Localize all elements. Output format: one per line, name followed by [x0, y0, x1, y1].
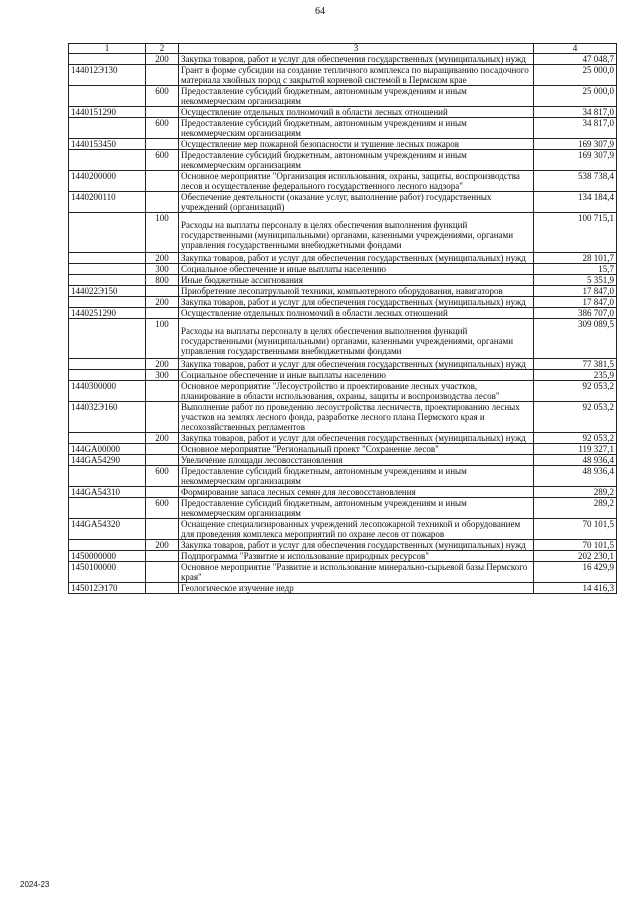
header-col-2: 2: [146, 44, 179, 54]
code-cell: 1450000000: [69, 551, 146, 562]
table-row: [69, 583, 617, 594]
code-cell: [69, 275, 146, 286]
expense-type-cell: 800: [146, 275, 179, 286]
amount-cell: 70 101,5: [534, 519, 617, 540]
code-cell: [69, 253, 146, 264]
name-cell: Предоставление субсидий бюджетным, автономным учреждениям и иным некоммерческим организациям: [179, 86, 534, 107]
header-col-1: 1: [69, 44, 146, 54]
name-cell: Осуществление мер пожарной безопасности и тушение лесных пожаров: [179, 139, 534, 150]
table-row: [69, 359, 617, 370]
expense-type-cell: [146, 455, 179, 466]
header-col-4: 4: [534, 44, 617, 54]
expense-type-cell: 100: [146, 213, 179, 253]
name-cell: Социальное обеспечение и иные выплаты населению: [179, 264, 534, 275]
code-cell: [69, 359, 146, 370]
expense-type-cell: 600: [146, 86, 179, 107]
table-row: [69, 171, 617, 192]
name-cell: Расходы на выплаты персоналу в целях обеспечения выполнения функций государственными (муниципальными) органами, казенными учреждениями, органами управления государственными внебюджетными фондами: [179, 319, 534, 359]
name-cell: Основное мероприятие "Лесоустройство и проектирование лесных участков, планирование в области использования, охраны, защиты и воспроизводства лесов": [179, 381, 534, 402]
amount-cell: 70 101,5: [534, 540, 617, 551]
amount-cell: 17 847,0: [534, 297, 617, 308]
table-row: [69, 253, 617, 264]
code-cell: 1440200110: [69, 192, 146, 213]
name-cell: Предоставление субсидий бюджетным, автономным учреждениям и иным некоммерческим организациям: [179, 150, 534, 171]
expense-type-cell: [146, 308, 179, 319]
table-row: [69, 498, 617, 519]
code-cell: [69, 498, 146, 519]
expense-type-cell: [146, 286, 179, 297]
header-col-3: 3: [179, 44, 534, 54]
amount-cell: 169 307,9: [534, 150, 617, 171]
name-cell: Предоставление субсидий бюджетным, автономным учреждениям и иным некоммерческим организациям: [179, 498, 534, 519]
table-row: [69, 370, 617, 381]
expense-type-cell: [146, 65, 179, 86]
table-row: [69, 192, 617, 213]
code-cell: 1440251290: [69, 308, 146, 319]
table-row: [69, 402, 617, 433]
name-cell: Грант в форме субсидии на создание тепличного комплекса по выращиванию посадочного материала хвойных пород с закрытой корневой системой в Пермском крае: [179, 65, 534, 86]
amount-cell: 47 048,7: [534, 54, 617, 65]
expense-type-cell: [146, 583, 179, 594]
name-cell: Основное мероприятие "Региональный проект "Сохранение лесов": [179, 444, 534, 455]
name-cell: Геологическое изучение недр: [179, 583, 534, 594]
code-cell: 144032Э160: [69, 402, 146, 433]
table-row: [69, 562, 617, 583]
expense-type-cell: 200: [146, 253, 179, 264]
amount-cell: 134 184,4: [534, 192, 617, 213]
code-cell: [69, 319, 146, 359]
table-row: [69, 444, 617, 455]
expense-type-cell: 300: [146, 264, 179, 275]
code-cell: [69, 150, 146, 171]
code-cell: 1440300000: [69, 381, 146, 402]
table-row: [69, 381, 617, 402]
name-cell: Обеспечение деятельности (оказание услуг, выполнение работ) государственных учреждений (организаций): [179, 192, 534, 213]
name-cell: Оснащение специализированных учреждений лесопожарной техникой и оборудованием для проведения комплекса мероприятий по охране лесов от пожаров: [179, 519, 534, 540]
table-body: [69, 54, 617, 594]
name-cell: Закупка товаров, работ и услуг для обеспечения государственных (муниципальных) нужд: [179, 54, 534, 65]
expense-type-cell: 200: [146, 297, 179, 308]
name-cell: Подпрограмма "Развитие и использование природных ресурсов": [179, 551, 534, 562]
code-cell: 1440151290: [69, 107, 146, 118]
footer-code: 2024-23: [20, 880, 50, 889]
name-cell: Предоставление субсидий бюджетным, автономным учреждениям и иным некоммерческим организациям: [179, 118, 534, 139]
code-cell: [69, 466, 146, 487]
table-row: [69, 118, 617, 139]
name-cell: Приобретение лесопатрульной техники, компьютерного оборудования, навигаторов: [179, 286, 534, 297]
amount-cell: 77 381,5: [534, 359, 617, 370]
amount-cell: 119 327,1: [534, 444, 617, 455]
code-cell: [69, 264, 146, 275]
name-cell: Основное мероприятие "Организация использования, охраны, защиты, воспроизводства лесов и осуществление федерального государственного лесного надзора": [179, 171, 534, 192]
table-row: [69, 139, 617, 150]
amount-cell: 202 230,1: [534, 551, 617, 562]
expense-type-cell: 600: [146, 498, 179, 519]
expense-type-cell: 200: [146, 54, 179, 65]
table-row: [69, 297, 617, 308]
expense-type-cell: 100: [146, 319, 179, 359]
code-cell: [69, 213, 146, 253]
code-cell: [69, 370, 146, 381]
expense-type-cell: 600: [146, 466, 179, 487]
table-header-row: [69, 44, 617, 54]
table-row: [69, 150, 617, 171]
amount-cell: 235,9: [534, 370, 617, 381]
expense-type-cell: [146, 551, 179, 562]
code-cell: [69, 433, 146, 444]
amount-cell: 25 000,0: [534, 86, 617, 107]
amount-cell: 100 715,1: [534, 213, 617, 253]
table-row: [69, 308, 617, 319]
code-cell: 1440200000: [69, 171, 146, 192]
code-cell: 144GA54310: [69, 487, 146, 498]
expense-type-cell: [146, 192, 179, 213]
code-cell: [69, 540, 146, 551]
expense-type-cell: 600: [146, 118, 179, 139]
table-row: [69, 213, 617, 253]
code-cell: [69, 118, 146, 139]
code-cell: 144GA54290: [69, 455, 146, 466]
amount-cell: 15,7: [534, 264, 617, 275]
amount-cell: 92 053,2: [534, 433, 617, 444]
expense-type-cell: 600: [146, 150, 179, 171]
table-row: [69, 540, 617, 551]
name-cell: Иные бюджетные ассигнования: [179, 275, 534, 286]
table-row: [69, 275, 617, 286]
amount-cell: 289,2: [534, 498, 617, 519]
amount-cell: 538 738,4: [534, 171, 617, 192]
expense-type-cell: [146, 402, 179, 433]
amount-cell: 309 089,5: [534, 319, 617, 359]
code-cell: 1450100000: [69, 562, 146, 583]
expense-type-cell: 200: [146, 359, 179, 370]
expense-type-cell: [146, 171, 179, 192]
name-cell: Увеличение площади лесовосстановления: [179, 455, 534, 466]
table-row: [69, 86, 617, 107]
table-row: [69, 455, 617, 466]
expense-type-cell: 200: [146, 433, 179, 444]
code-cell: [69, 54, 146, 65]
code-cell: 144GA00000: [69, 444, 146, 455]
table-row: [69, 107, 617, 118]
table-row: [69, 487, 617, 498]
amount-cell: 28 101,7: [534, 253, 617, 264]
table-row: [69, 319, 617, 359]
amount-cell: 34 817,0: [534, 107, 617, 118]
amount-cell: 289,2: [534, 487, 617, 498]
expense-type-cell: 300: [146, 370, 179, 381]
amount-cell: 34 817,0: [534, 118, 617, 139]
expense-type-cell: 200: [146, 540, 179, 551]
name-cell: Основное мероприятие "Развитие и использование минерально-сырьевой базы Пермского края": [179, 562, 534, 583]
expense-type-cell: [146, 139, 179, 150]
code-cell: 144012Э130: [69, 65, 146, 86]
code-cell: [69, 297, 146, 308]
amount-cell: 386 707,0: [534, 308, 617, 319]
table-row: [69, 264, 617, 275]
code-cell: 144022Э150: [69, 286, 146, 297]
table-row: [69, 519, 617, 540]
name-cell: Закупка товаров, работ и услуг для обеспечения государственных (муниципальных) нужд: [179, 540, 534, 551]
code-cell: 1440153450: [69, 139, 146, 150]
table-row: [69, 54, 617, 65]
table-row: [69, 286, 617, 297]
amount-cell: 25 000,0: [534, 65, 617, 86]
expense-type-cell: [146, 444, 179, 455]
table-row: [69, 466, 617, 487]
amount-cell: 17 847,0: [534, 286, 617, 297]
name-cell: Осуществление отдельных полномочий в области лесных отношений: [179, 308, 534, 319]
table-row: [69, 551, 617, 562]
expense-type-cell: [146, 487, 179, 498]
name-cell: Закупка товаров, работ и услуг для обеспечения государственных (муниципальных) нужд: [179, 433, 534, 444]
name-cell: Формирование запаса лесных семян для лесовосстановления: [179, 487, 534, 498]
amount-cell: 14 416,3: [534, 583, 617, 594]
expense-type-cell: [146, 519, 179, 540]
name-cell: Расходы на выплаты персоналу в целях обеспечения выполнения функций государственными (муниципальными) органами, казенными учреждениями, органами управления государственными внебюджетными фондами: [179, 213, 534, 253]
expense-type-cell: [146, 381, 179, 402]
page-number: 64: [315, 6, 325, 17]
name-cell: Выполнение работ по проведению лесоустройства лесничеств, проектированию лесных участков на землях лесного фонда, разработке лесного плана Пермского края и лесохозяйственных регламентов: [179, 402, 534, 433]
code-cell: 144GA54320: [69, 519, 146, 540]
table-row: [69, 433, 617, 444]
budget-table: [68, 43, 617, 594]
amount-cell: 48 936,4: [534, 466, 617, 487]
name-cell: Предоставление субсидий бюджетным, автономным учреждениям и иным некоммерческим организациям: [179, 466, 534, 487]
amount-cell: 169 307,9: [534, 139, 617, 150]
code-cell: [69, 86, 146, 107]
table-row: [69, 65, 617, 86]
amount-cell: 92 053,2: [534, 402, 617, 433]
expense-type-cell: [146, 562, 179, 583]
name-cell: Закупка товаров, работ и услуг для обеспечения государственных (муниципальных) нужд: [179, 297, 534, 308]
name-cell: Закупка товаров, работ и услуг для обеспечения государственных (муниципальных) нужд: [179, 253, 534, 264]
code-cell: 145012Э170: [69, 583, 146, 594]
amount-cell: 5 351,9: [534, 275, 617, 286]
name-cell: Закупка товаров, работ и услуг для обеспечения государственных (муниципальных) нужд: [179, 359, 534, 370]
amount-cell: 92 053,2: [534, 381, 617, 402]
amount-cell: 16 429,9: [534, 562, 617, 583]
expense-type-cell: [146, 107, 179, 118]
name-cell: Социальное обеспечение и иные выплаты населению: [179, 370, 534, 381]
amount-cell: 48 936,4: [534, 455, 617, 466]
name-cell: Осуществление отдельных полномочий в области лесных отношений: [179, 107, 534, 118]
